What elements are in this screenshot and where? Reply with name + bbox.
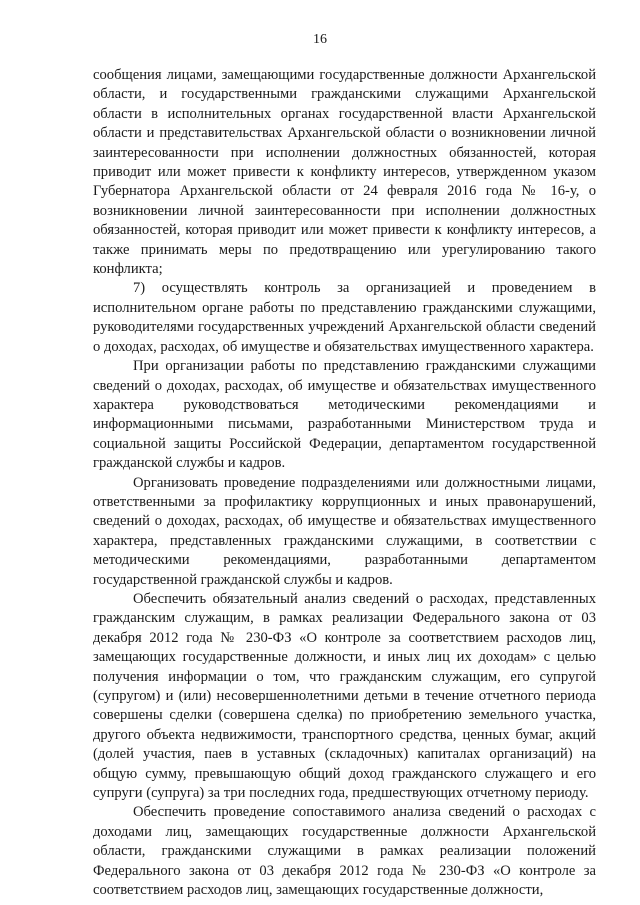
paragraph: 7) осуществлять контроль за организацией и проведением в исполнительном органе работы по представлению гражданскими служащими, руководителями государственных учреждений Архангельской области сведений о доходах, расходах, об имуществе и обязательствах имущественного характера. <box>93 280 596 355</box>
paragraph: Организовать проведение подразделениями или должностными лицами, ответственными за профилактику коррупционных и иных правонарушений, сведений о доходах, расходах, об имуществе и обязательствах имущественного характера, представленных гражданскими служащими, в соответствии с методическими рекомендациями, разработанными департаментом государственной гражданской службы и кадров. <box>93 474 596 588</box>
page-number: 16 <box>313 32 327 47</box>
document-body <box>93 66 596 900</box>
paragraph: Обеспечить обязательный анализ сведений о расходах, представленных гражданским служащим, в рамках реализации Федерального закона от 03 декабря 2012 года № 230-ФЗ «О контроле за соответствием расходов лиц, замещающих государственные должности, и иных лиц их доходам» с целью получения информации о том, что гражданским служащим, его супругой (супругом) и (или) несовершеннолетними детьми в течение отчетного периода совершены сделки (совершена сделка) по приобретению земельного участка, другого объекта недвижимости, транспортного средства, ценных бумаг, акций (долей участия, паев в уставных (складочных) капиталах организаций) на общую сумму, превышающую общий доход гражданского служащего и его супруги (супруга) за три последних года, предшествующих отчетному периоду. <box>93 590 596 802</box>
paragraph: сообщения лицами, замещающими государственные должности Архангельской области, и государственными гражданскими служащими Архангельской области в исполнительных органах государственной власти Архангельской области и представительствах Архангельской области о возникновении личной заинтересованности при исполнении должностных обязанностей, которая приводит или может привести к конфликту интересов, утвержденном указом Губернатора Архангельской области от 24 февраля 2016 года № 16-у, о возникновении личной заинтересованности при исполнении должностных обязанностей, которая приводит или может привести к конфликту интересов, а также принимать меры по предотвращению или урегулированию такого конфликта; <box>93 67 596 278</box>
paragraph: Обеспечить проведение сопоставимого анализа сведений о расходах с доходами лиц, замещающих государственные должности Архангельской области, гражданскими служащими в рамках реализации положений Федерального закона от 03 декабря 2012 года № 230-ФЗ «О контроле за соответствием расходов лиц, замещающих государственные должности, <box>93 804 596 899</box>
paragraph: При организации работы по представлению гражданскими служащими сведений о доходах, расходах, об имуществе и обязательствах имущественного характера руководствоваться методическими рекомендациями и информационными письмами, разработанными Министерством труда и социальной защиты Российской Федерации, департаментом государственной гражданской службы и кадров. <box>93 358 596 472</box>
